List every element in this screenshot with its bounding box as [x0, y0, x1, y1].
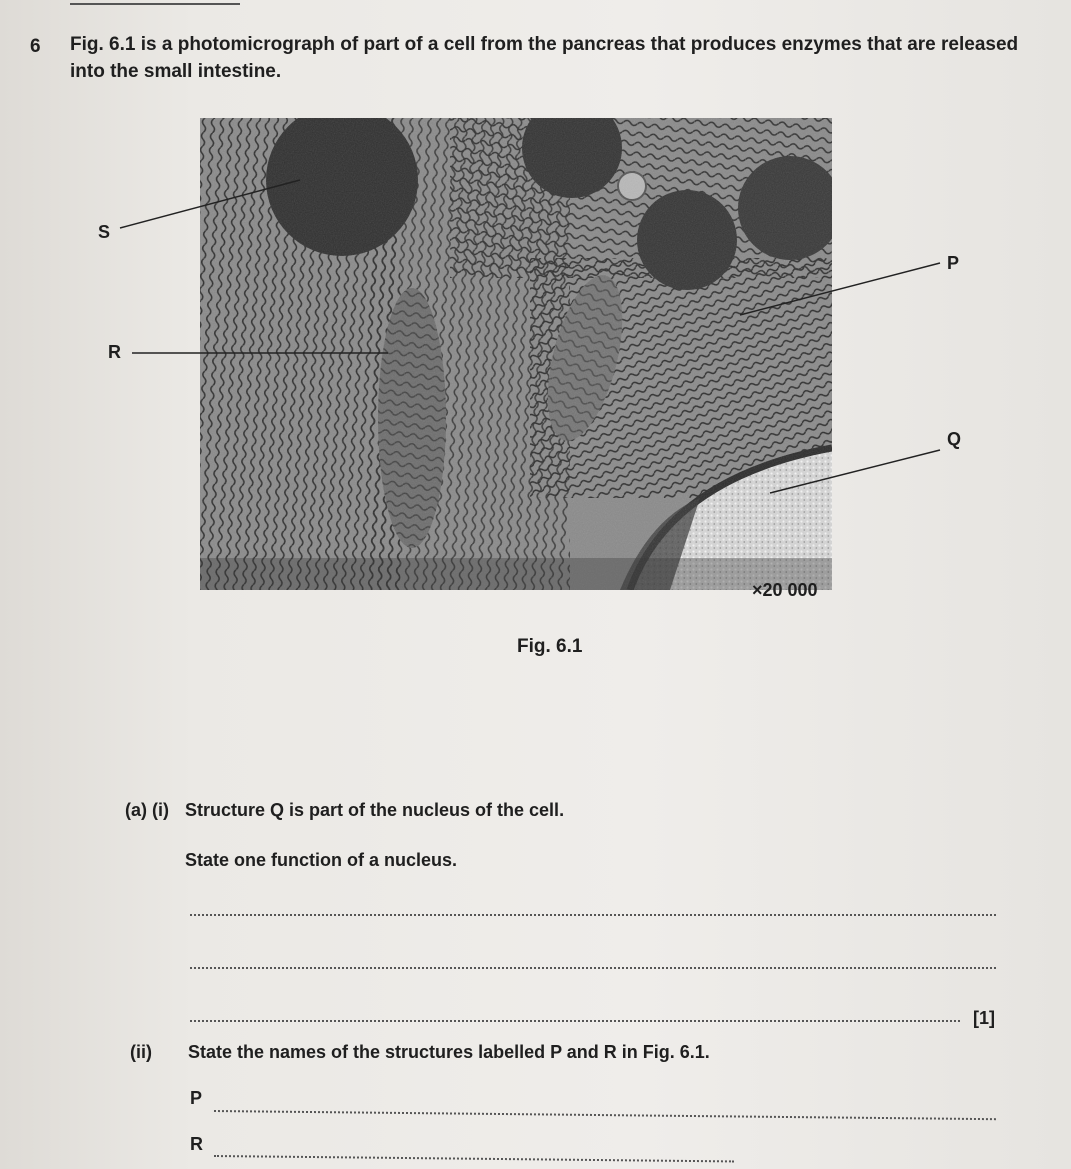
label-s: S [98, 222, 111, 242]
answer-label-p: P [190, 1088, 203, 1108]
answer-line-3[interactable] [190, 1020, 960, 1022]
label-q: Q [947, 429, 962, 449]
figure-caption: Fig. 6.1 [517, 636, 583, 657]
answer-label-r: R [190, 1134, 203, 1154]
magnification: ×20 000 [752, 580, 818, 600]
part-a-i-label: (a) (i) [125, 800, 169, 820]
part-a-ii-label: (ii) [130, 1042, 152, 1062]
label-p: P [947, 253, 960, 273]
part-a-i-statement: Structure Q is part of the nucleus of the cell. [185, 800, 565, 820]
part-a-i-instruction: State one function of a nucleus. [185, 850, 458, 870]
answer-line-1[interactable] [190, 914, 996, 916]
label-r: R [108, 342, 121, 362]
part-a-ii-question: State the names of the structures labelled P and R in Fig. 6.1. [188, 1042, 710, 1062]
question-intro: Fig. 6.1 is a photomicrograph of part of a cell from the pancreas that produces enzymes that are released into the small intestine. [70, 34, 1019, 82]
mark-allocation: [1] [973, 1008, 995, 1028]
question-number: 6 [30, 36, 41, 57]
answer-line-2[interactable] [190, 967, 996, 969]
